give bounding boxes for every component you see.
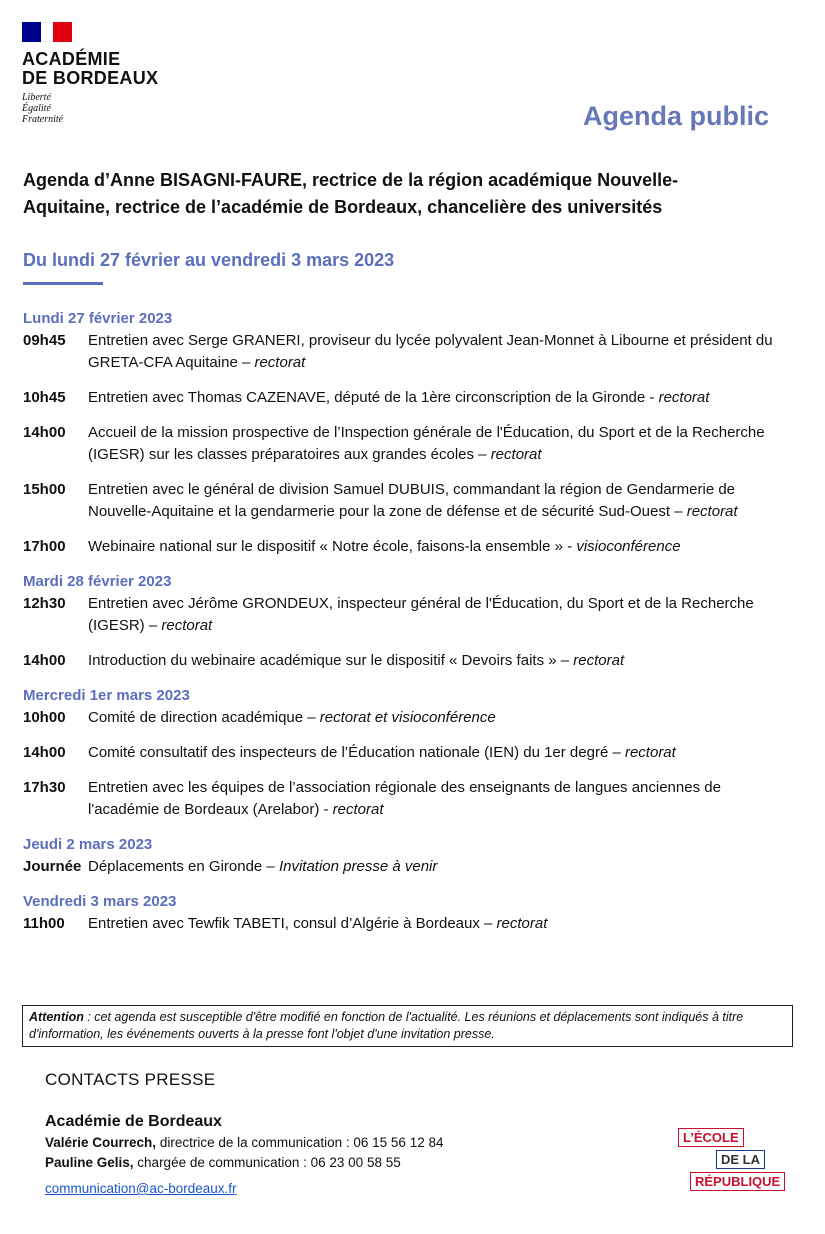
page-title: Agenda public	[582, 101, 769, 131]
entry-time: 17h00	[23, 538, 66, 555]
ecole-republique-logo	[678, 1128, 800, 1194]
contacts-org: Académie de Bordeaux	[45, 1113, 222, 1130]
logo-name-line2: DE BORDEAUX	[22, 68, 159, 88]
entry-location: rectorat	[332, 801, 384, 818]
motto-line: Liberté	[22, 92, 51, 103]
notice-text: : cet agenda est susceptible d'être modifié en fonction de l'actualité. Les réunions et déplacements sont indiqués à titre d'information, les événements ouverts à la presse font l'objet d'une invitation presse.	[29, 1010, 744, 1041]
entry-time: 10h45	[23, 389, 66, 406]
marianne-flag-icon	[22, 22, 72, 42]
entry-description: Entretien avec le général de division Samuel DUBUIS, commandant la région de Gendarmerie de Nouvelle-Aquitaine et la gendarmerie pour la zone de défense et de sécurité Sud-Ouest –	[88, 481, 736, 520]
entry-location: rectorat	[573, 652, 625, 669]
entry-time: 11h00	[23, 915, 65, 932]
logo-name	[22, 50, 158, 88]
entry-text	[88, 742, 783, 764]
agenda-entry	[23, 707, 783, 729]
entry-text	[88, 330, 783, 374]
entry-location: rectorat	[254, 354, 306, 371]
notice-box	[22, 1005, 793, 1047]
agenda-entry	[23, 650, 783, 672]
entry-text	[88, 913, 783, 935]
entry-text	[88, 422, 783, 466]
entry-text	[88, 536, 783, 558]
entry-description: Introduction du webinaire académique sur le dispositif « Devoirs faits » –	[88, 652, 574, 669]
ecole-logo-line1: L’ÉCOLE	[678, 1128, 744, 1147]
entry-time: Journée	[23, 858, 82, 875]
agenda-entry	[23, 913, 783, 935]
contact-detail: directrice de la communication : 06 15 56 12 84	[156, 1135, 444, 1150]
motto	[22, 92, 158, 125]
period-heading: Du lundi 27 février au vendredi 3 mars 2023	[23, 250, 395, 270]
entry-description: Entretien avec Tewfik TABETI, consul d’Algérie à Bordeaux –	[88, 915, 497, 932]
agenda-entry	[23, 479, 783, 523]
contact-name: Pauline Gelis,	[45, 1155, 134, 1170]
entry-text	[88, 593, 783, 637]
contact-email-link[interactable]: communication@ac-bordeaux.fr	[45, 1181, 237, 1196]
entry-location: rectorat	[624, 744, 676, 761]
entry-description: Entretien avec Thomas CAZENAVE, député de la 1ère circonscription de la Gironde -	[88, 389, 659, 406]
contact-name: Valérie Courrech,	[45, 1135, 157, 1150]
motto-line: Fraternité	[22, 114, 64, 125]
agenda-day	[23, 571, 783, 672]
agenda-entry	[23, 330, 783, 374]
entry-time: 14h00	[23, 652, 66, 669]
entry-description: Entretien avec Jérôme GRONDEUX, inspecteur général de l'Éducation, du Sport et de la Recherche (IGESR) –	[88, 595, 754, 634]
entry-location: visioconférence	[576, 538, 681, 555]
logo-name-line1: ACADÉMIE	[22, 49, 121, 69]
entry-time: 09h45	[23, 332, 66, 349]
agenda-day	[23, 685, 783, 821]
entry-time: 14h00	[23, 744, 66, 761]
contact-line	[45, 1135, 443, 1150]
motto-line: Égalité	[22, 103, 51, 114]
entry-location: rectorat	[686, 503, 738, 520]
agenda-entry	[23, 387, 783, 409]
academie-logo	[22, 22, 158, 125]
entry-text	[88, 856, 783, 878]
ecole-logo-line2: DE LA	[716, 1150, 765, 1169]
agenda-entry	[23, 593, 783, 637]
agenda-entry	[23, 856, 783, 878]
agenda-intro: Agenda d’Anne BISAGNI-FAURE, rectrice de la région académique Nouvelle-Aquitaine, rectrice de l’académie de Bordeaux, chancelière des universités	[23, 170, 679, 217]
agenda-entry	[23, 422, 783, 466]
ecole-logo-line3: RÉPUBLIQUE	[690, 1172, 785, 1191]
entry-text	[88, 777, 783, 821]
day-heading: Mercredi 1er mars 2023	[23, 687, 190, 704]
entry-location: rectorat	[161, 617, 213, 634]
entry-location: rectorat	[658, 389, 710, 406]
entry-text	[88, 707, 783, 729]
entry-time: 17h30	[23, 779, 66, 796]
entry-time: 14h00	[23, 424, 66, 441]
entry-text	[88, 387, 783, 409]
entry-description: Entretien avec Serge GRANERI, proviseur du lycée polyvalent Jean-Monnet à Libourne et président du GRETA-CFA Aquitaine –	[88, 332, 773, 371]
entry-time: 10h00	[23, 709, 66, 726]
entry-location: Invitation presse à venir	[278, 858, 438, 875]
contact-detail: chargée de communication : 06 23 00 58 55	[133, 1155, 401, 1170]
entry-text	[88, 479, 783, 523]
agenda-entry	[23, 777, 783, 821]
agenda-day	[23, 308, 783, 558]
contacts-title: CONTACTS PRESSE	[45, 1070, 216, 1089]
entry-text	[88, 650, 783, 672]
day-heading: Mardi 28 février 2023	[23, 573, 172, 590]
agenda-entry	[23, 742, 783, 764]
entry-description: Déplacements en Gironde –	[88, 858, 279, 875]
entry-location: rectorat et visioconférence	[319, 709, 496, 726]
entry-location: rectorat	[490, 446, 542, 463]
day-heading: Lundi 27 février 2023	[23, 310, 173, 327]
entry-location: rectorat	[496, 915, 548, 932]
agenda-list	[23, 308, 783, 948]
entry-description: Comité de direction académique –	[88, 709, 320, 726]
day-heading: Jeudi 2 mars 2023	[23, 836, 153, 853]
contact-line	[45, 1155, 401, 1170]
entry-time: 12h30	[23, 595, 66, 612]
entry-time: 15h00	[23, 481, 66, 498]
agenda-day	[23, 891, 783, 935]
entry-description: Comité consultatif des inspecteurs de l’Éducation nationale (IEN) du 1er degré –	[88, 744, 625, 761]
entry-description: Entretien avec les équipes de l’association régionale des enseignants de langues anciennes de l'académie de Bordeaux (Arelabor) -	[88, 779, 721, 818]
agenda-entry	[23, 536, 783, 558]
period-underline	[23, 282, 103, 285]
agenda-day	[23, 834, 783, 878]
day-heading: Vendredi 3 mars 2023	[23, 893, 177, 910]
notice-label: Attention	[29, 1010, 84, 1024]
entry-description: Accueil de la mission prospective de l’Inspection générale de l'Éducation, du Sport et de la Recherche (IGESR) sur les classes préparatoires aux grandes écoles –	[88, 424, 765, 463]
entry-description: Webinaire national sur le dispositif « Notre école, faisons-la ensemble » -	[88, 538, 577, 555]
